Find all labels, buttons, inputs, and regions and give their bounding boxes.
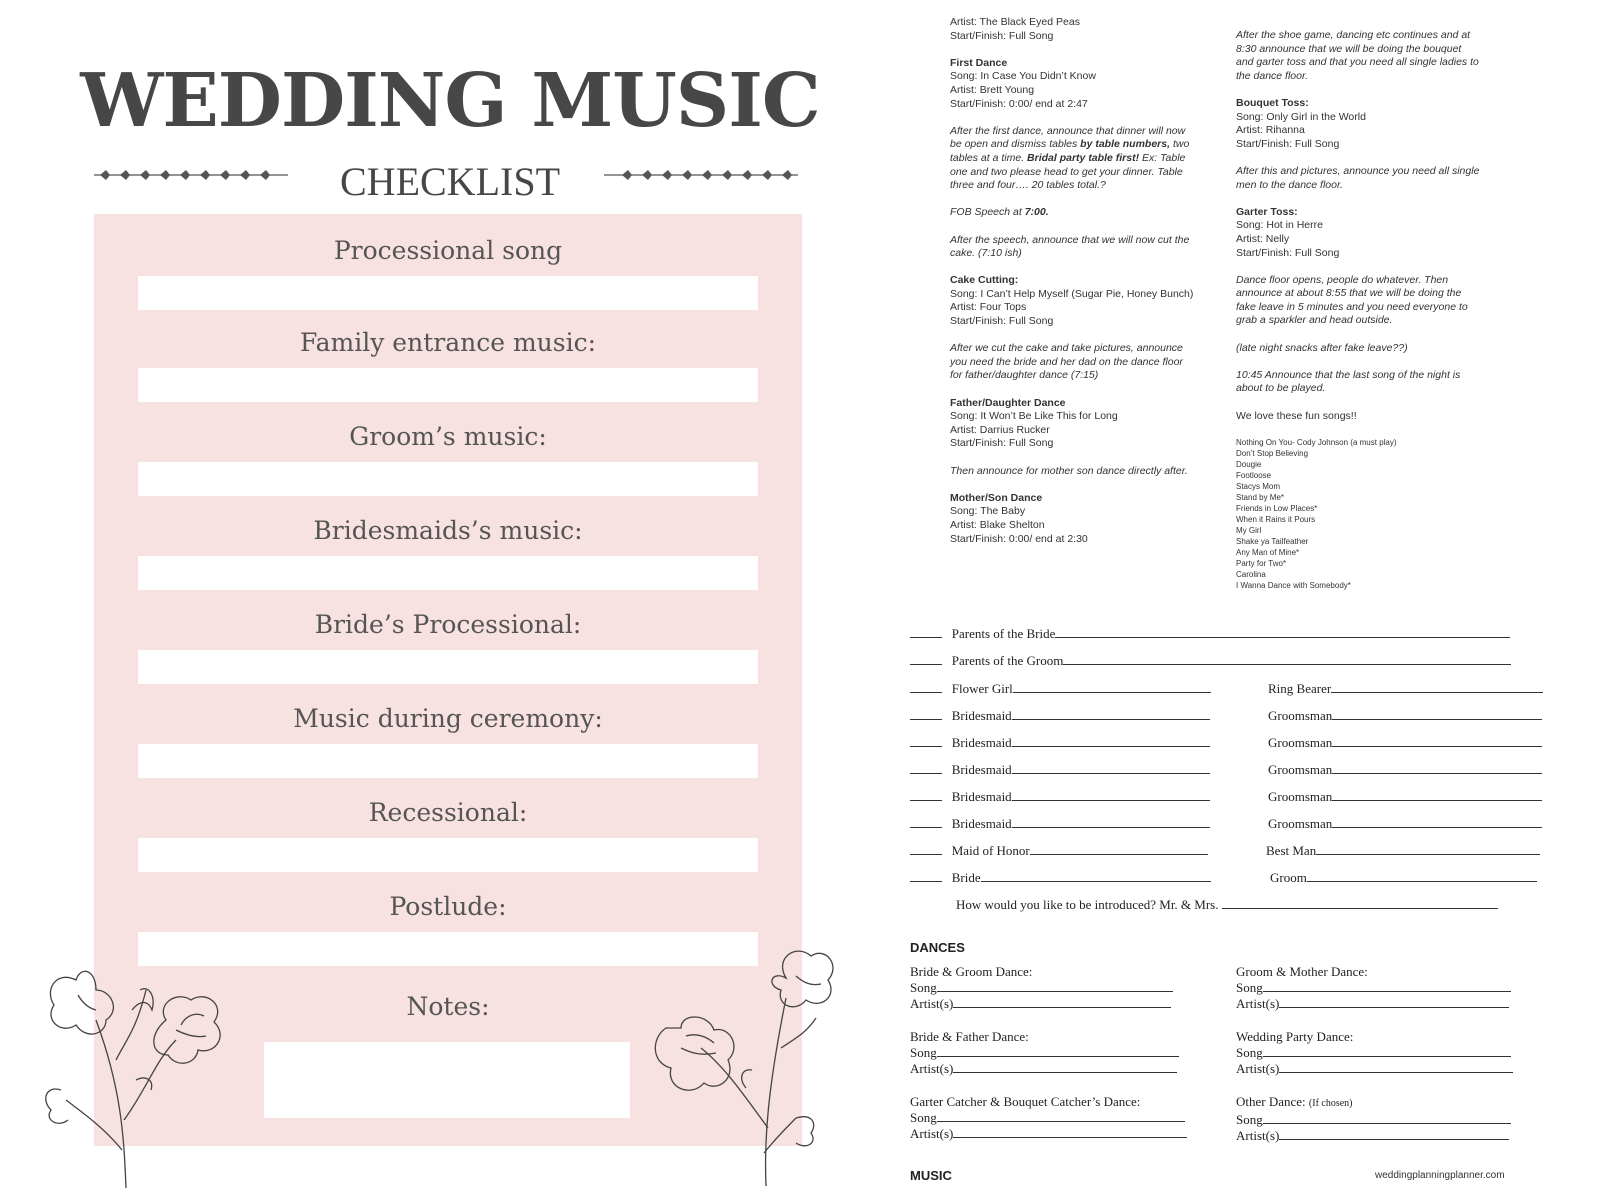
dance-song-field[interactable] xyxy=(1263,1122,1511,1124)
flower-right-icon xyxy=(646,938,836,1188)
groomsman-row: Groomsman xyxy=(1268,735,1542,751)
dance-artist-field[interactable] xyxy=(953,1071,1177,1073)
list-item: Any Man of Mine* xyxy=(1236,547,1300,557)
bridesmaid-field[interactable] xyxy=(1012,745,1210,747)
bridesmaid-row: Bridesmaid xyxy=(910,708,1210,724)
bouquet-song: Song: Only Girl in the World xyxy=(1236,110,1366,123)
mother-son-note: Then announce for mother son dance directly after. xyxy=(950,464,1188,477)
family-entrance-label: Family entrance music: xyxy=(299,328,597,357)
list-item: Stacys Mom xyxy=(1236,481,1281,491)
father-song: Song: It Won’t Be Like This for Long xyxy=(950,410,1118,423)
first-dance-song: Song: In Case You Didn’t Know xyxy=(950,70,1096,83)
notes-field[interactable] xyxy=(264,1042,630,1118)
dance-garter-bouquet: Garter Catcher & Bouquet Catcher’s Dance: Song Artist(s) xyxy=(910,1094,1187,1142)
dinner-note: After the first dance, announce that dinner will now be open and dismiss tables by table numbers, two tables at a time. Bridal party table first! Ex: Table one and two please head to get your dinner. Table three and four…. 20 tables total.? xyxy=(950,124,1190,192)
fun-songs-heading: We love these fun songs!! xyxy=(1236,409,1357,422)
bridesmaid-row: Bridesmaid xyxy=(910,762,1210,778)
parents-groom-field[interactable] xyxy=(1063,663,1511,665)
late-snacks-note: (late night snacks after fake leave??) xyxy=(1236,341,1408,354)
dance-song-field[interactable] xyxy=(937,990,1173,992)
father-start: Start/Finish: Full Song xyxy=(950,437,1054,450)
cake-artist: Artist: Four Tops xyxy=(950,301,1027,314)
music-heading: MUSIC xyxy=(910,1168,952,1183)
dance-artist-field[interactable] xyxy=(1279,1006,1509,1008)
groomsman-field[interactable] xyxy=(1332,745,1542,747)
ceremony-music-field[interactable] xyxy=(138,744,758,778)
cake-cutting-heading: Cake Cutting: xyxy=(950,274,1019,287)
dance-artist-field[interactable] xyxy=(1279,1071,1513,1073)
family-entrance-field[interactable] xyxy=(138,368,758,402)
bridesmaids-music-label: Bridesmaids’s music: xyxy=(313,516,583,545)
groomsman-field[interactable] xyxy=(1332,799,1542,801)
fun-song-list xyxy=(1236,437,1481,591)
bouquet-start: Start/Finish: Full Song xyxy=(1236,137,1340,150)
cake-song: Song: I Can’t Help Myself (Sugar Pie, Honey Bunch) xyxy=(950,287,1194,300)
list-item: Don’t Stop Believing xyxy=(1236,448,1309,458)
first-dance-heading: First Dance xyxy=(950,56,1008,69)
flower-left-icon xyxy=(36,950,226,1190)
dance-wedding-party: Wedding Party Dance: Song Artist(s) xyxy=(1236,1029,1513,1077)
list-item: When it Rains it Pours xyxy=(1236,514,1316,524)
garter-artist: Artist: Nelly xyxy=(1236,232,1290,245)
flower-girl-row: Flower Girl xyxy=(910,681,1211,697)
ring-bearer-row: Ring Bearer xyxy=(1268,681,1543,697)
garter-start: Start/Finish: Full Song xyxy=(1236,246,1340,259)
bridesmaid-field[interactable] xyxy=(1012,772,1210,774)
father-artist: Artist: Darrius Rucker xyxy=(950,423,1050,436)
brides-processional-label: Bride’s Processional: xyxy=(314,610,582,639)
dance-artist-field[interactable] xyxy=(953,1006,1171,1008)
bridesmaid-field[interactable] xyxy=(1012,718,1210,720)
groom-row: Groom xyxy=(1270,870,1537,886)
introduced-row: How would you like to be introduced? Mr. & Mrs. xyxy=(956,897,1498,913)
last-song-note: 10:45 Announce that the last song of the night is about to be played. xyxy=(1236,368,1461,395)
dance-other: Other Dance: (If chosen) Song Artist(s) xyxy=(1236,1094,1511,1144)
list-item: Shake ya Tailfeather xyxy=(1236,536,1309,546)
mother-artist: Artist: Blake Shelton xyxy=(950,518,1045,531)
list-item: Carolina xyxy=(1236,569,1266,579)
first-dance-artist: Artist: Brett Young xyxy=(950,83,1035,96)
maid-of-honor-field[interactable] xyxy=(1030,853,1208,855)
after-cake-note: After we cut the cake and take pictures, announce you need the bride and her dad on the dance floor for father/daughter dance (7:15) xyxy=(950,342,1183,382)
schedule-page xyxy=(880,0,1600,1200)
processional-song-label: Processional song xyxy=(333,236,563,265)
bridesmaid-field[interactable] xyxy=(1012,799,1210,801)
parents-bride-row: Parents of the Bride xyxy=(910,626,1510,642)
grooms-music-field[interactable] xyxy=(138,462,758,496)
garter-heading: Garter Toss: xyxy=(1236,205,1298,218)
fob-speech-note: FOB Speech at 7:00. xyxy=(950,206,1049,219)
list-item: Party for Two* xyxy=(1236,558,1287,568)
father-daughter-heading: Father/Daughter Dance xyxy=(950,396,1066,409)
site-footer: weddingplanningplanner.com xyxy=(1375,1170,1505,1181)
groomsman-row: Groomsman xyxy=(1268,789,1542,805)
after-pictures-note: After this and pictures, announce you need all single men to the dance floor. xyxy=(1236,164,1480,191)
parents-groom-row: Parents of the Groom xyxy=(910,653,1511,669)
postlude-label: Postlude: xyxy=(389,892,507,921)
after-speech-note: After the speech, announce that we will now cut the cake. (7:10 ish) xyxy=(950,233,1190,260)
schedule-column-2 xyxy=(1236,29,1481,591)
dance-song-field[interactable] xyxy=(1263,1055,1511,1057)
ring-bearer-field[interactable] xyxy=(1331,691,1543,693)
ceremony-music-label: Music during ceremony: xyxy=(293,704,603,733)
bouquet-heading: Bouquet Toss: xyxy=(1236,96,1309,109)
parents-bride-field[interactable] xyxy=(1055,636,1510,638)
maid-of-honor-row: Maid of Honor xyxy=(910,843,1208,859)
bridesmaids-music-field[interactable] xyxy=(138,556,758,590)
brides-processional-field[interactable] xyxy=(138,650,758,684)
recessional-field[interactable] xyxy=(138,838,758,872)
best-man-row: Best Man xyxy=(1266,843,1540,859)
groomsman-row: Groomsman xyxy=(1268,816,1542,832)
vine-divider-right-icon xyxy=(600,168,800,182)
grooms-music-label: Groom’s music: xyxy=(349,422,547,451)
dance-bride-father: Bride & Father Dance: Song Artist(s) xyxy=(910,1029,1179,1077)
dance-artist-field[interactable] xyxy=(1279,1138,1509,1140)
list-item: Footloose xyxy=(1236,470,1272,480)
dance-bride-groom: Bride & Groom Dance: Song Artist(s) xyxy=(910,964,1173,1012)
garter-song: Song: Hot in Herre xyxy=(1236,219,1323,232)
dance-groom-mother: Groom & Mother Dance: Song Artist(s) xyxy=(1236,964,1511,1012)
dance-song-field[interactable] xyxy=(937,1120,1185,1122)
bride-field[interactable] xyxy=(981,880,1211,882)
list-item: I Wanna Dance with Somebody* xyxy=(1236,580,1351,590)
schedule-column-1 xyxy=(950,16,1195,560)
bridesmaid-row: Bridesmaid xyxy=(910,789,1210,805)
flower-girl-field[interactable] xyxy=(1013,691,1211,693)
dance-song-field[interactable] xyxy=(937,1055,1179,1057)
list-item: My Girl xyxy=(1236,525,1262,535)
dances-heading: DANCES xyxy=(910,940,965,955)
groomsman-field[interactable] xyxy=(1332,718,1542,720)
mother-son-heading: Mother/Son Dance xyxy=(950,491,1043,504)
top-cut-text: Artist: The Black Eyed Peas xyxy=(950,16,1080,28)
bride-row: Bride xyxy=(910,870,1211,886)
top-start-text: Start/Finish: Full Song xyxy=(950,29,1054,42)
after-shoe-note: After the shoe game, dancing etc continues and at 8:30 announce that we will be doing the bouquet and garter toss and that you need all single ladies to the dance floor. xyxy=(1236,29,1479,82)
bridesmaid-field[interactable] xyxy=(1012,826,1210,828)
processional-song-field[interactable] xyxy=(138,276,758,310)
dance-floor-note: Dance floor opens, people do whatever. Then announce at about 8:55 that we will be doing the fake leave in 5 minutes and you need everyone to grab a sparkler and head outside. xyxy=(1236,273,1468,327)
list-item: Dougie xyxy=(1236,459,1262,469)
mother-start: Start/Finish: 0:00/ end at 2:30 xyxy=(950,532,1088,545)
list-item: Friends in Low Places* xyxy=(1236,503,1318,513)
bridesmaid-row: Bridesmaid xyxy=(910,816,1210,832)
page-subtitle: CHECKLIST xyxy=(340,159,560,204)
first-dance-start: Start/Finish: 0:00/ end at 2:47 xyxy=(950,97,1088,110)
notes-label: Notes: xyxy=(406,992,490,1021)
best-man-field[interactable] xyxy=(1316,853,1540,855)
groomsman-field[interactable] xyxy=(1332,772,1542,774)
introduced-field[interactable] xyxy=(1222,907,1498,909)
list-item: Stand by Me* xyxy=(1236,492,1285,502)
groomsman-row: Groomsman xyxy=(1268,762,1542,778)
dance-song-field[interactable] xyxy=(1263,990,1511,992)
cake-start: Start/Finish: Full Song xyxy=(950,315,1054,328)
mother-song: Song: The Baby xyxy=(950,505,1026,518)
bridesmaid-row: Bridesmaid xyxy=(910,735,1210,751)
list-item: Nothing On You- Cody Johnson (a must play) xyxy=(1236,437,1397,447)
dance-artist-field[interactable] xyxy=(953,1136,1187,1138)
groomsman-field[interactable] xyxy=(1332,826,1542,828)
groomsman-row: Groomsman xyxy=(1268,708,1542,724)
page-title: WEDDING MUSIC xyxy=(80,58,820,144)
groom-field[interactable] xyxy=(1307,880,1537,882)
bouquet-artist: Artist: Rihanna xyxy=(1236,124,1305,137)
recessional-label: Recessional: xyxy=(368,798,528,827)
